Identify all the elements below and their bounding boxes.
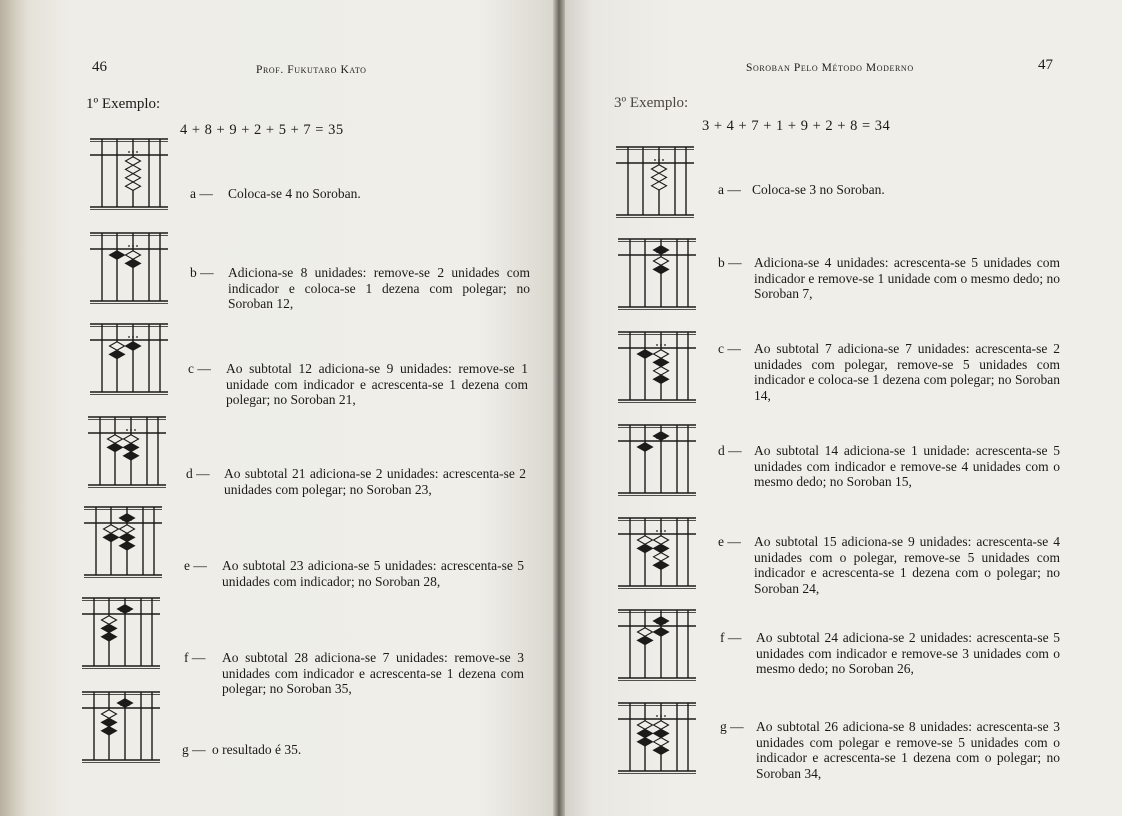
step-text: Ao subtotal 12 adiciona-se 9 unidades: remove-se 1 unidade com indicador e acrescenta-se 1 dezena com polegar; no Soroban 21, <box>226 361 528 407</box>
abacus-diagram <box>88 413 166 489</box>
step-letter: g — <box>182 742 206 757</box>
example-label: 1º Exemplo: <box>86 96 161 112</box>
abacus-unit-dot <box>656 530 658 532</box>
abacus-earth-bead <box>124 443 139 451</box>
abacus-earth-bead <box>652 173 667 181</box>
abacus-diagram <box>618 699 696 775</box>
abacus-diagram <box>82 594 160 670</box>
step-text: Adiciona-se 8 unidades: remove-se 2 unidades com indicador e coloca-se 1 dezena com polegar; no Soroban 12, <box>228 265 530 311</box>
abacus-diagram <box>90 320 168 396</box>
abacus-earth-bead <box>638 544 653 552</box>
step-text: Ao subtotal 26 adiciona-se 8 unidades: acrescenta-se 3 unidades com polegar e remove-se 5 unidades com o indicador e acrescenta-se 1 dezena com o polegar; no Soroban 34, <box>756 719 1060 781</box>
abacus-earth-bead <box>108 443 123 451</box>
abacus-heaven-bead <box>654 432 669 440</box>
abacus-heaven-bead <box>118 605 133 613</box>
abacus-earth-bead <box>638 536 653 544</box>
abacus-earth-bead <box>110 342 125 350</box>
step-item <box>184 650 524 697</box>
abacus-unit-dot <box>134 429 136 431</box>
step-item <box>718 443 1060 490</box>
abacus-earth-bead <box>102 727 117 735</box>
abacus-earth-bead <box>654 536 669 544</box>
abacus-earth-bead <box>654 561 669 569</box>
running-head: Prof. Fukutaro Kato <box>256 64 367 76</box>
abacus-diagram <box>90 135 168 211</box>
step-letter: a — <box>190 186 213 201</box>
abacus-unit-dot <box>128 151 130 153</box>
step-item <box>182 742 522 758</box>
abacus-diagram <box>618 606 696 682</box>
abacus-earth-bead <box>102 624 117 632</box>
abacus-unit-dot <box>660 530 662 532</box>
step-letter: b — <box>190 265 214 280</box>
abacus-earth-bead <box>124 452 139 460</box>
step-item <box>718 255 1060 302</box>
step-text: Ao subtotal 14 adiciona-se 1 unidade: acrescenta-se 5 unidades com indicador e remove-se 4 unidades com o mesmo dedo; no Soroban 15, <box>754 443 1060 489</box>
abacus-earth-bead <box>104 533 119 541</box>
step-letter: d — <box>718 443 742 458</box>
abacus-earth-bead <box>120 542 135 550</box>
abacus-unit-dot <box>660 344 662 346</box>
abacus-earth-bead <box>654 553 669 561</box>
step-text: Ao subtotal 7 adiciona-se 7 unidades: acrescenta-se 2 unidades com polegar, remove-se 5 unidades com indicador e coloca-se 1 dezena com polegar; no Soroban 14, <box>754 341 1060 403</box>
abacus-unit-dot <box>662 159 664 161</box>
abacus-earth-bead <box>102 718 117 726</box>
right-page <box>560 0 1122 816</box>
abacus-earth-bead <box>638 721 653 729</box>
left-page <box>28 0 560 816</box>
abacus-diagram <box>618 235 696 311</box>
abacus-earth-bead <box>102 616 117 624</box>
step-item <box>720 630 1060 677</box>
abacus-unit-dot <box>132 336 134 338</box>
abacus-unit-dot <box>128 245 130 247</box>
abacus-unit-dot <box>128 336 130 338</box>
abacus-earth-bead <box>120 525 135 533</box>
abacus-earth-bead <box>108 435 123 443</box>
abacus-unit-dot <box>136 151 138 153</box>
abacus-heaven-bead <box>120 514 135 522</box>
step-letter: a — <box>718 182 741 197</box>
abacus-earth-bead <box>102 633 117 641</box>
equation: 4 + 8 + 9 + 2 + 5 + 7 = 35 <box>180 122 344 138</box>
running-head: Soroban Pelo Método Moderno <box>746 62 914 74</box>
step-letter: c — <box>718 341 741 356</box>
abacus-unit-dot <box>660 715 662 717</box>
abacus-unit-dot <box>654 159 656 161</box>
abacus-earth-bead <box>654 738 669 746</box>
step-text: o resultado é 35. <box>212 742 302 757</box>
step-item <box>718 182 1060 198</box>
abacus-unit-dot <box>136 336 138 338</box>
abacus-diagram <box>618 328 696 404</box>
abacus-earth-bead <box>654 367 669 375</box>
step-text: Ao subtotal 15 adiciona-se 9 unidades: acrescenta-se 4 unidades com o polegar, remove-se 5 unidades com indicador e acrescenta-se 1 dezena com o polegar; no Soroban 24, <box>754 534 1060 596</box>
example-label: 3º Exemplo: <box>614 95 689 111</box>
abacus-unit-dot <box>132 245 134 247</box>
abacus-earth-bead <box>638 443 653 451</box>
step-text: Ao subtotal 24 adiciona-se 2 unidades: acrescenta-se 5 unidades com indicador e remove-se 3 unidades com o mesmo dedo; no Soroban 26, <box>756 630 1060 676</box>
abacus-earth-bead <box>126 165 141 173</box>
abacus-unit-dot <box>130 429 132 431</box>
step-item <box>184 558 524 589</box>
step-item <box>190 265 530 312</box>
abacus-earth-bead <box>126 342 141 350</box>
step-letter: b — <box>718 255 742 270</box>
abacus-unit-dot <box>126 429 128 431</box>
equation: 3 + 4 + 7 + 1 + 9 + 2 + 8 = 34 <box>702 118 891 134</box>
abacus-earth-bead <box>110 350 125 358</box>
abacus-unit-dot <box>664 530 666 532</box>
page-number: 47 <box>1038 57 1053 73</box>
step-item <box>718 341 1060 403</box>
abacus-earth-bead <box>638 636 653 644</box>
abacus-earth-bead <box>638 729 653 737</box>
step-text: Ao subtotal 23 adiciona-se 5 unidades: acrescenta-se 5 unidades com indicador; no Soroban 28, <box>222 558 524 589</box>
abacus-unit-dot <box>132 151 134 153</box>
abacus-earth-bead <box>654 628 669 636</box>
abacus-diagram <box>90 229 168 305</box>
abacus-earth-bead <box>126 259 141 267</box>
abacus-earth-bead <box>638 628 653 636</box>
step-letter: d — <box>186 466 210 481</box>
abacus-diagram <box>618 421 696 497</box>
abacus-earth-bead <box>654 544 669 552</box>
step-text: Coloca-se 4 no Soroban. <box>228 186 361 201</box>
abacus-earth-bead <box>654 746 669 754</box>
abacus-unit-dot <box>656 715 658 717</box>
abacus-earth-bead <box>120 533 135 541</box>
step-item <box>718 534 1060 596</box>
step-letter: e — <box>718 534 741 549</box>
abacus-unit-dot <box>664 715 666 717</box>
abacus-earth-bead <box>104 525 119 533</box>
abacus-earth-bead <box>110 251 125 259</box>
step-letter: g — <box>720 719 744 734</box>
step-text: Ao subtotal 21 adiciona-se 2 unidades: acrescenta-se 2 unidades com polegar; no Soroban 23, <box>224 466 526 497</box>
step-letter: e — <box>184 558 207 573</box>
abacus-unit-dot <box>664 344 666 346</box>
abacus-heaven-bead <box>654 617 669 625</box>
step-item <box>188 361 528 408</box>
step-letter: f — <box>720 630 742 645</box>
abacus-earth-bead <box>654 721 669 729</box>
abacus-earth-bead <box>126 251 141 259</box>
abacus-earth-bead <box>654 729 669 737</box>
abacus-unit-dot <box>656 344 658 346</box>
abacus-diagram <box>82 688 160 764</box>
step-text: Adiciona-se 4 unidades: acrescenta-se 5 unidades com indicador e remove-se 1 unidade com o mesmo dedo; no Soroban 7, <box>754 255 1060 301</box>
abacus-earth-bead <box>654 350 669 358</box>
abacus-earth-bead <box>126 174 141 182</box>
abacus-earth-bead <box>102 710 117 718</box>
abacus-diagram <box>618 514 696 590</box>
abacus-earth-bead <box>126 157 141 165</box>
abacus-earth-bead <box>654 257 669 265</box>
abacus-heaven-bead <box>118 699 133 707</box>
step-item <box>190 186 530 202</box>
step-letter: c — <box>188 361 211 376</box>
abacus-earth-bead <box>652 165 667 173</box>
abacus-diagram <box>84 503 162 579</box>
abacus-unit-dot <box>136 245 138 247</box>
abacus-earth-bead <box>654 375 669 383</box>
abacus-earth-bead <box>638 350 653 358</box>
step-item <box>720 719 1060 781</box>
step-text: Coloca-se 3 no Soroban. <box>752 182 885 197</box>
abacus-earth-bead <box>652 182 667 190</box>
step-letter: f — <box>184 650 206 665</box>
abacus-earth-bead <box>654 265 669 273</box>
step-text: Ao subtotal 28 adiciona-se 7 unidades: remove-se 3 unidades com indicador e acrescenta-se 1 dezena com polegar; no Soroban 35, <box>222 650 524 696</box>
book-edge <box>0 0 28 816</box>
step-item <box>186 466 526 497</box>
abacus-earth-bead <box>126 182 141 190</box>
abacus-heaven-bead <box>654 246 669 254</box>
abacus-diagram <box>616 143 694 219</box>
page-number: 46 <box>92 59 107 75</box>
book-gutter <box>553 0 565 816</box>
abacus-unit-dot <box>658 159 660 161</box>
abacus-earth-bead <box>654 358 669 366</box>
abacus-earth-bead <box>638 738 653 746</box>
abacus-earth-bead <box>124 435 139 443</box>
